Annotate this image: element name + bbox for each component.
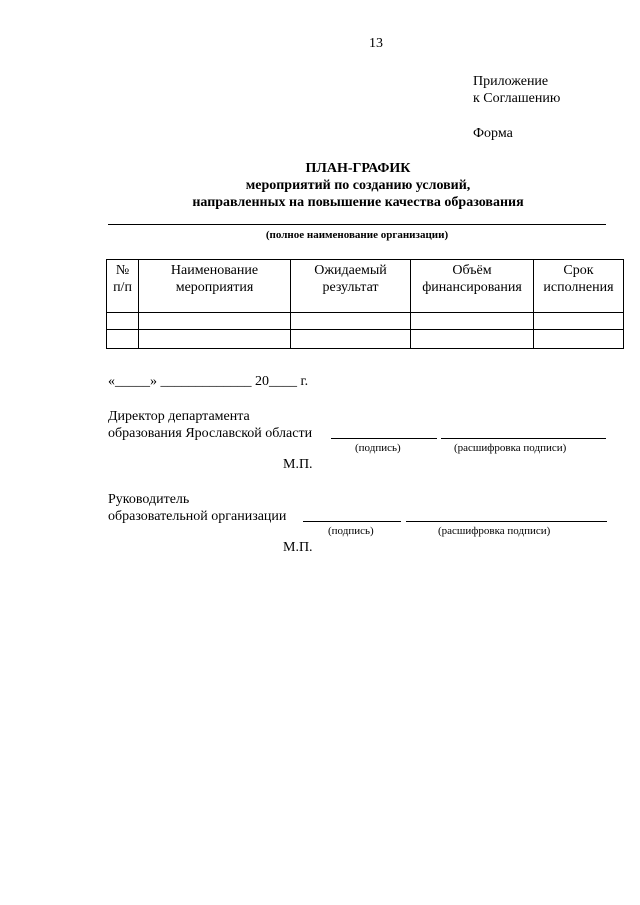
header-expected-result-line-2: результат <box>322 280 379 295</box>
header-event-name-line-1: Наименование <box>170 263 259 278</box>
title-line-3: направленных на повышение качества образования <box>192 195 524 210</box>
director-block <box>108 408 312 442</box>
form-label: Форма <box>473 126 513 141</box>
header-funding <box>411 260 534 313</box>
table-cell <box>411 313 534 330</box>
header-event-name <box>139 260 291 313</box>
table-cell <box>411 330 534 349</box>
header-event-name-line-2: мероприятия <box>175 280 254 295</box>
director-decryption-caption: (расшифровка подписи) <box>454 442 567 454</box>
director-stamp-label: М.П. <box>283 457 313 472</box>
table-row <box>107 313 624 330</box>
appendix-line-2: к Соглашению <box>473 91 561 106</box>
header-number-line-1: № <box>115 263 130 278</box>
director-title-line-1: Директор департамента <box>108 409 250 424</box>
header-number-line-2: п/п <box>113 280 132 295</box>
header-expected-result-line-1: Ожидаемый <box>314 263 387 278</box>
header-funding-line-1: Объём <box>452 263 492 278</box>
table-cell <box>139 313 291 330</box>
head-title-line-2: образовательной организации <box>108 509 287 524</box>
organization-name-line <box>108 224 606 225</box>
appendix-note <box>473 73 560 107</box>
document-title <box>100 160 616 211</box>
head-title-line-1: Руководитель <box>108 492 190 507</box>
header-funding-line-2: финансирования <box>422 280 522 295</box>
director-decryption-line <box>441 438 606 439</box>
header-deadline-line-1: Срок <box>563 263 594 278</box>
director-signature-caption: (подпись) <box>355 442 401 454</box>
title-line-2: мероприятий по созданию условий, <box>245 178 471 193</box>
title-line-1: ПЛАН-ГРАФИК <box>305 161 411 176</box>
appendix-line-1: Приложение <box>473 74 549 89</box>
header-deadline-line-2: исполнения <box>543 280 614 295</box>
table-row <box>107 330 624 349</box>
page-number: 13 <box>369 36 383 51</box>
plan-table <box>106 259 624 349</box>
head-signature-line <box>303 521 401 522</box>
organization-name-caption: (полное наименование организации) <box>265 229 449 241</box>
header-deadline <box>534 260 624 313</box>
head-stamp-label: М.П. <box>283 540 313 555</box>
head-decryption-caption: (расшифровка подписи) <box>438 525 551 537</box>
director-title-line-2: образования Ярославской области <box>108 426 313 441</box>
director-signature-line <box>331 438 437 439</box>
head-signature-caption: (подпись) <box>328 525 374 537</box>
table-cell <box>139 330 291 349</box>
table-cell <box>291 330 411 349</box>
header-expected-result <box>291 260 411 313</box>
table-cell <box>534 313 624 330</box>
head-block <box>108 491 286 525</box>
table-cell <box>534 330 624 349</box>
header-number <box>107 260 139 313</box>
date-line: «_____» _____________ 20____ г. <box>108 374 309 389</box>
table-cell <box>107 330 139 349</box>
table-header-row <box>107 260 624 313</box>
head-decryption-line <box>406 521 607 522</box>
table-cell <box>291 313 411 330</box>
table-cell <box>107 313 139 330</box>
